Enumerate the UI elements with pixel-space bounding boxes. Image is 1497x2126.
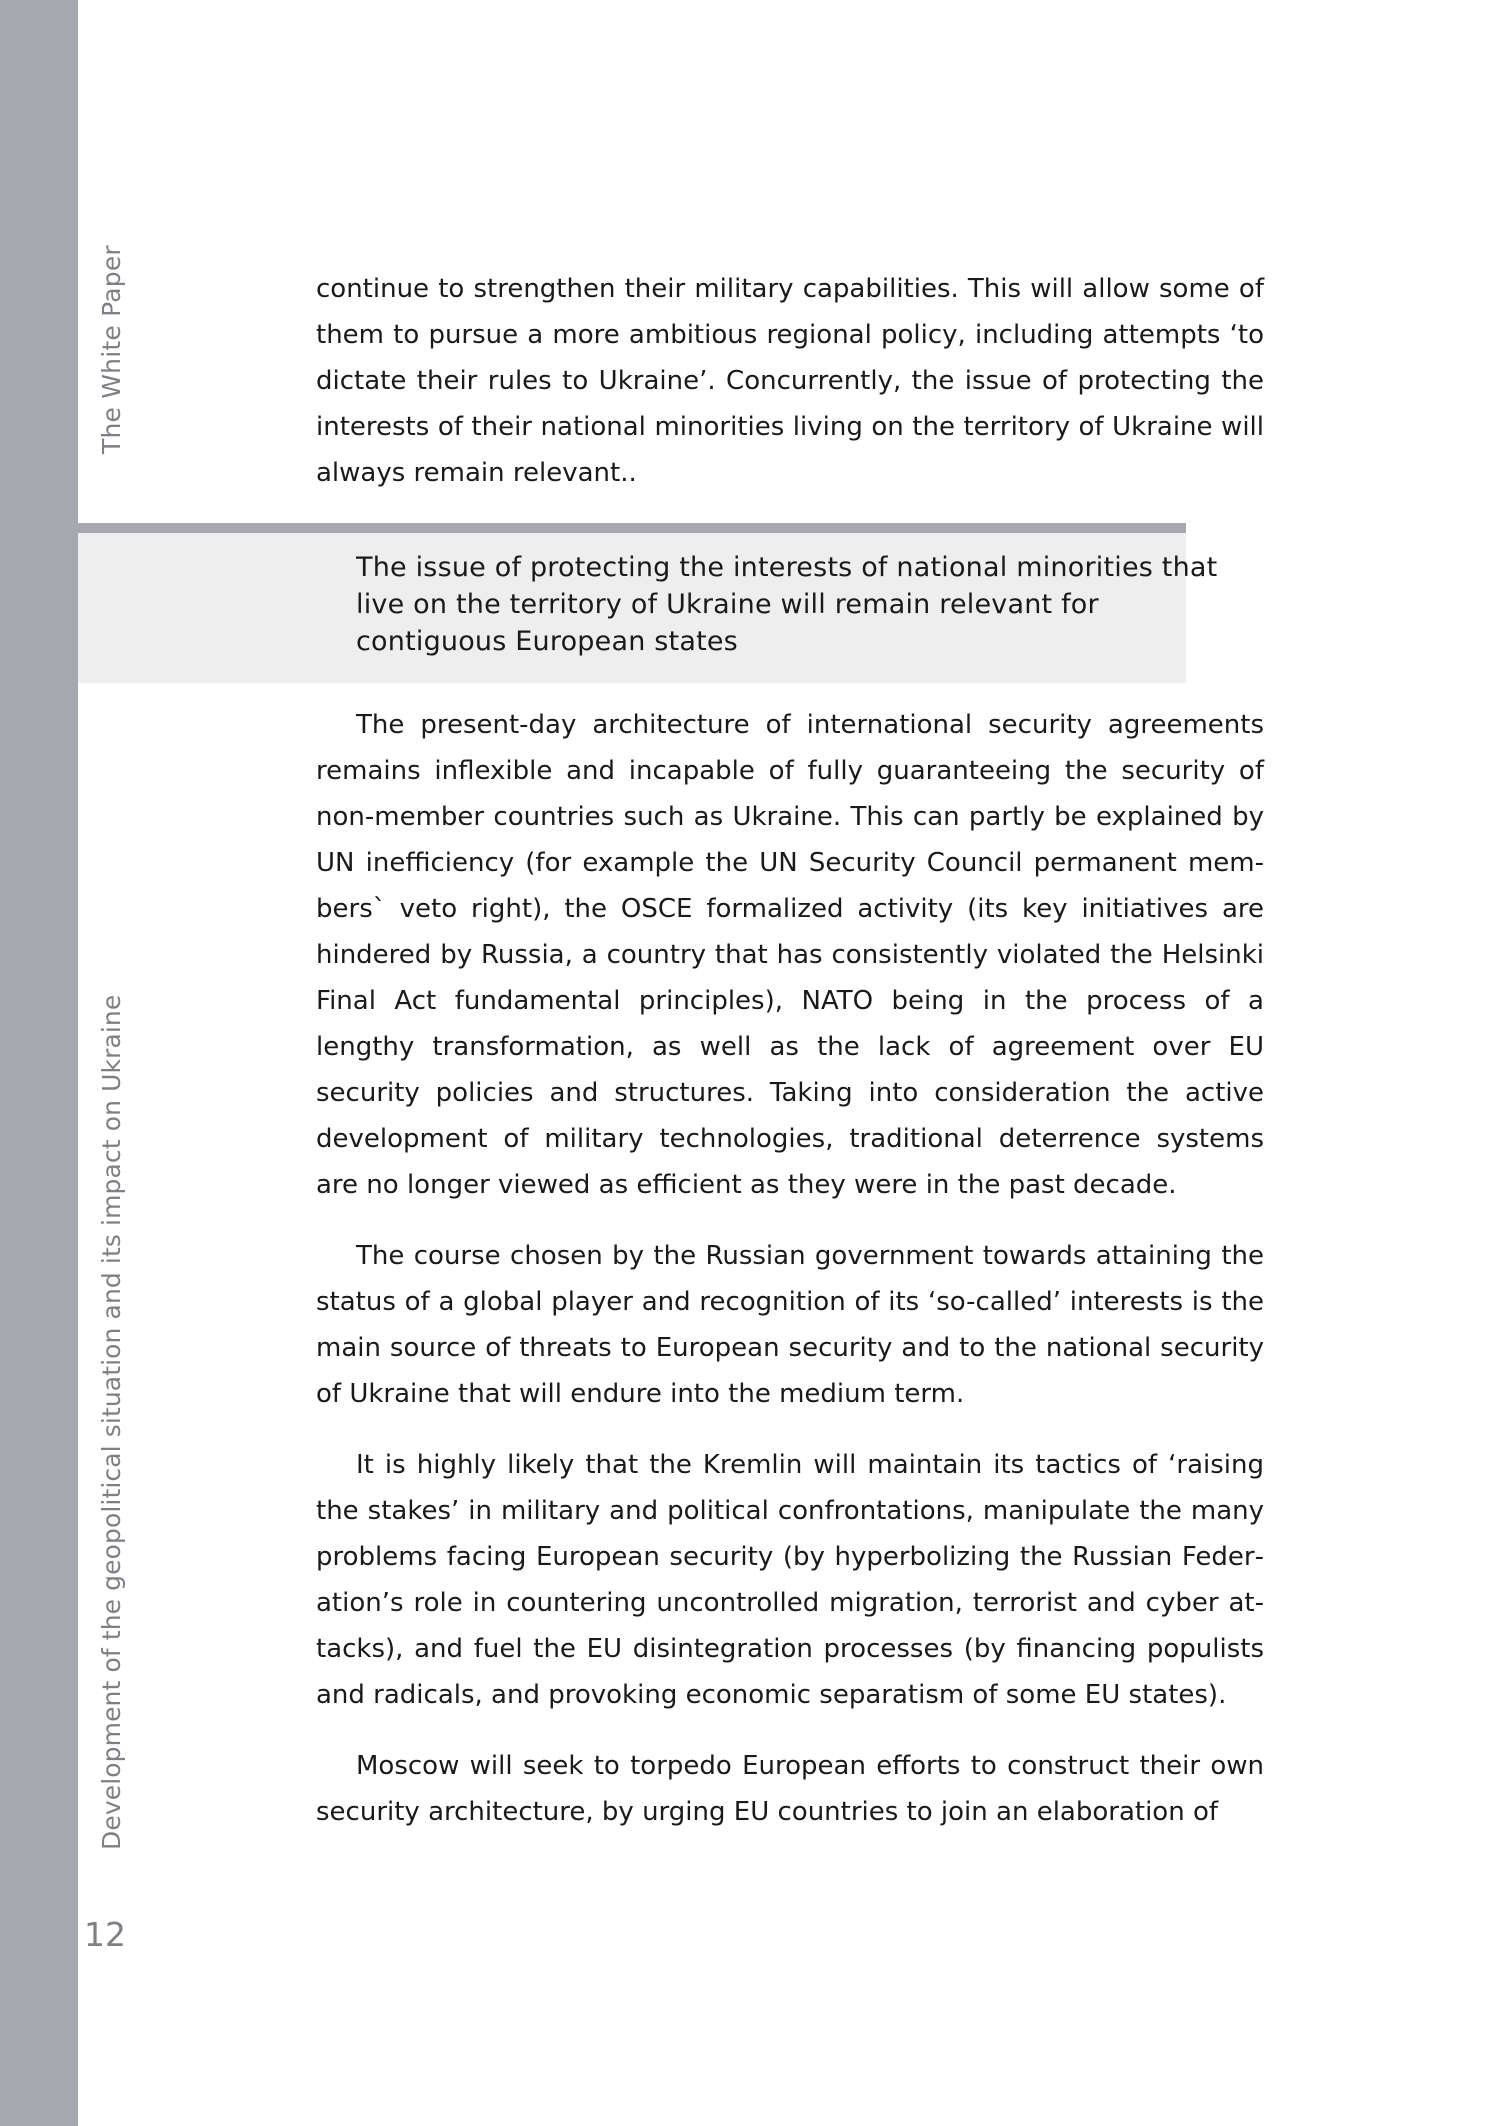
pull-quote-rule <box>78 523 1186 533</box>
paragraph: It is highly likely that the Kremlin will maintain its tactics of ‘raising the stakes’ in military and political confrontations, manipulate the many problems facing European security (by hyperbolizing the Russian Federation’s role in countering uncontrolled migration, terrorist and cyber attacks), and fuel the EU disintegration processes (by financing populists and radicals, and provoking economic separatism of some EU states). <box>316 1450 1264 1710</box>
intro-text <box>316 266 1264 496</box>
paragraph: The course chosen by the Russian government towards attaining the status of a global player and recognition of its ‘so-called’ interests is the main source of threats to European security and to the national security of Ukraine that will endure into the medium term. <box>316 1241 1264 1409</box>
paragraph: The present-day architecture of international security agreements remains inflexible and incapable of fully guaranteeing the security of non-member countries such as Ukraine. This can partly be explained by UN inefficiency (for example the UN Security Council permanent members` veto right), the OSCE formalized activity (its key initiatives are hindered by Russia, a country that has consistently violated the Helsinki Final Act fundamental principles), NATO being in the process of a lengthy transformation, as well as the lack of agreement over EU security policies and structures. Taking into consideration the active development of military technologies, traditional deterrence systems are no longer viewed as efficient as they were in the past decade. <box>316 710 1264 1200</box>
paragraph: continue to strengthen their military capabilities. This will allow some of them to pursue a more ambitious regional policy, including attempts ‘to dictate their rules to Ukraine’. Concurrently, the issue of protecting the interests of their national minorities living on the territory of Ukraine will always remain relevant.. <box>316 274 1264 488</box>
paragraph: Moscow will seek to torpedo European efforts to construct their own security architecture, by urging EU countries to join an elaboration of <box>316 1751 1264 1827</box>
body-text <box>316 702 1264 1835</box>
running-header-title: The White Paper <box>97 245 126 454</box>
pull-quote-box <box>78 523 1218 683</box>
running-header-chapter: Development of the geopolitical situation and its impact on Ukraine <box>97 994 126 1850</box>
sidebar-band <box>0 0 78 2126</box>
page-number: 12 <box>84 1915 126 1954</box>
pull-quote-text: The issue of protecting the interests of national minorities that live on the territory of Ukraine will remain relevant for contiguous European states <box>356 552 1218 657</box>
